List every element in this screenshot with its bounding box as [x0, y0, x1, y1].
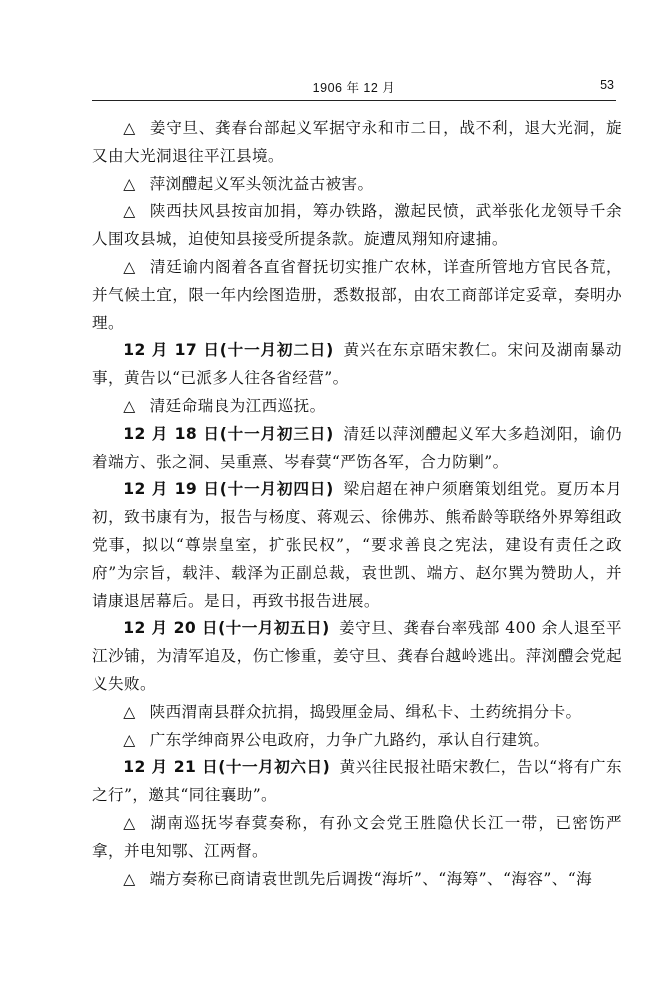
paragraph — [92, 393, 622, 421]
paragraph-text: 黄兴往民报社晤宋教仁，告以“将有广东之行”，邀其“同往襄助”。 — [92, 758, 622, 805]
paragraph-text: 端方奏称已商请袁世凯先后调拨“海圻”、“海筹”、“海容”、“海 — [149, 869, 593, 888]
entry-date: 12 月 19 日(十一月初四日) — [123, 480, 334, 499]
paragraph-text: 湖南巡抚岑春蓂奏称，有孙文会党王胜隐伏长江一带，已密饬严拿，并电知鄂、江两督。 — [92, 813, 622, 860]
paragraph-text: 清廷以萍浏醴起义军大多趋浏阳，谕仍着端方、张之洞、吴重熹、岑春蓂“严饬各军，合力防剿”。 — [92, 424, 622, 471]
triangle-marker-icon: △ — [123, 702, 136, 721]
paragraph — [92, 198, 622, 254]
triangle-marker-icon: △ — [123, 119, 136, 137]
page-number: 53 — [600, 78, 614, 92]
entry-date: 12 月 20 日(十一月初五日) — [123, 619, 330, 638]
dated-entry — [92, 615, 622, 698]
paragraph — [92, 254, 622, 337]
paragraph-text: 姜守旦、龚春台部起义军据守永和市二日，战不利，退大光洞，旋又由大光洞退往平江县境。 — [92, 119, 622, 165]
triangle-marker-icon: △ — [123, 813, 137, 832]
triangle-marker-icon: △ — [123, 730, 136, 749]
triangle-marker-icon: △ — [123, 869, 136, 888]
paragraph-text: 陕西渭南县群众抗捐，捣毁厘金局、缉私卡、土药统捐分卡。 — [149, 702, 582, 721]
triangle-marker-icon: △ — [123, 396, 136, 415]
entry-date: 12 月 21 日(十一月初六日) — [123, 758, 331, 777]
dated-entry — [92, 421, 622, 477]
paragraph — [92, 171, 622, 199]
paragraph-text: 黄兴在东京晤宋教仁。宋问及湖南暴动事，黄告以“已派多人往各省经营”。 — [92, 341, 622, 388]
paragraph-text: 清廷命瑞良为江西巡抚。 — [149, 396, 326, 415]
triangle-marker-icon: △ — [123, 257, 136, 276]
paragraph — [92, 699, 622, 727]
paragraph — [92, 115, 622, 171]
dated-entry — [92, 754, 622, 810]
entry-date: 12 月 18 日(十一月初三日) — [123, 424, 334, 443]
paragraph-text: 姜守旦、龚春台率残部 400 余人退至平江沙铺，为清军追及，伤亡惨重，姜守旦、龚春台越岭逃出。萍浏醴会党起义失败。 — [92, 619, 622, 693]
entry-date: 12 月 17 日(十一月初二日) — [123, 341, 334, 360]
body-text — [92, 115, 622, 893]
paragraph — [92, 866, 622, 894]
paragraph — [92, 727, 622, 755]
paragraph — [92, 810, 622, 866]
dated-entry — [92, 337, 622, 393]
triangle-marker-icon: △ — [123, 174, 136, 193]
paragraph-text: 清廷谕内阁着各直省督抚切实推广农林，详查所管地方官民各荒，并气候土宜，限一年内绘图造册，悉数报部，由农工商部详定妥章，奏明办理。 — [92, 257, 622, 332]
dated-entry — [92, 476, 622, 615]
header-title: 1906 年 12 月 — [312, 81, 396, 95]
running-header — [92, 78, 616, 101]
paragraph-text: 萍浏醴起义军头领沈益古被害。 — [149, 174, 374, 193]
paragraph-text: 广东学绅商界公电政府，力争广九路约，承认自行建筑。 — [149, 730, 550, 749]
paragraph-text: 梁启超在神户须磨策划组党。夏历本月初，致书康有为，报告与杨度、蒋观云、徐佛苏、熊希龄等联络外界筹组政党事，拟以“尊崇皇室，扩张民权”，“要求善良之宪法，建设有责任之政府”为宗旨，载沣、载泽为正副总裁，袁世凯、端方、赵尔巽为赞助人，并请康退居幕后。是日，再致书报告进展。 — [92, 480, 622, 610]
triangle-marker-icon: △ — [123, 202, 136, 221]
paragraph-text: 陕西扶风县按亩加捐，筹办铁路，激起民愤，武举张化龙领导千余人围攻县城，迫使知县接受所提条款。旋遭凤翔知府逮捕。 — [92, 202, 622, 249]
